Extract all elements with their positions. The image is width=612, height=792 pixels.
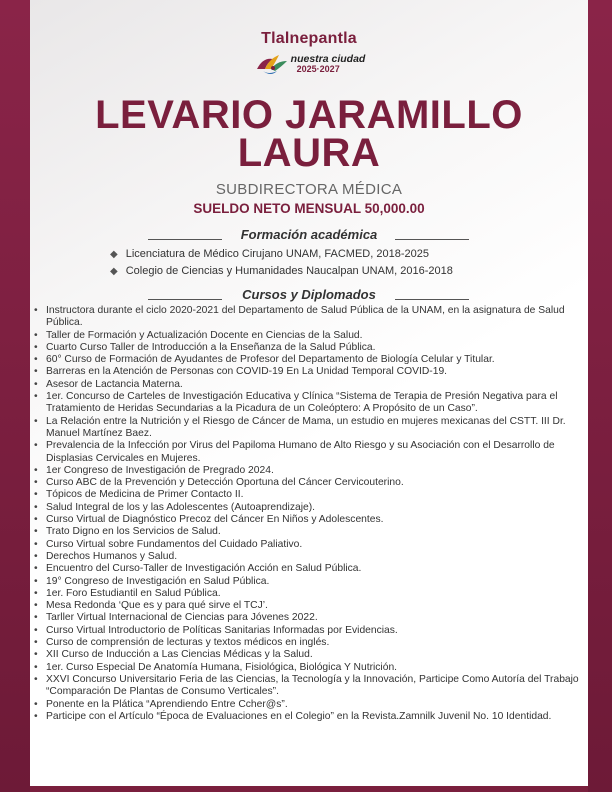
- courses-heading: Cursos y Diplomados: [242, 287, 376, 302]
- divider-line: [148, 239, 222, 240]
- list-item: • 19° Congreso de Investigación en Salud Pública.: [32, 576, 580, 588]
- list-item: • Trato Digno en los Servicios de Salud.: [32, 526, 580, 538]
- education-list: [110, 246, 570, 280]
- list-item: • XII Curso de Inducción a Las Ciencias Médicas y la Salud.: [32, 649, 580, 661]
- list-item: • Barreras en la Atención de Personas con COVID-19 En La Unidad Temporal COVID-19.: [32, 366, 580, 378]
- right-border: [588, 0, 612, 792]
- list-item: • Derechos Humanos y Salud.: [32, 551, 580, 563]
- list-item: • Taller de Formación y Actualización Docente en Ciencias de la Salud.: [32, 330, 580, 342]
- list-item: • Curso Virtual sobre Fundamentos del Cuidado Paliativo.: [32, 539, 580, 551]
- list-item: • 1er Congreso de Investigación de Pregrado 2024.: [32, 465, 580, 477]
- list-item: • Salud Integral de los y las Adolescentes (Autoaprendizaje).: [32, 502, 580, 514]
- list-item: • XXVI Concurso Universitario Feria de las Ciencias, la Tecnología y la Innovación, Participe Como Autoría del Trabajo “Comparación De Plantas de Consumo Verticales”.: [32, 674, 580, 699]
- logo-years: 2025·2027: [296, 63, 340, 74]
- divider-line: [395, 239, 469, 240]
- education-heading: Formación académica: [240, 227, 378, 242]
- list-item: ◆ Colegio de Ciencias y Humanidades Naucalpan UNAM, 2016-2018: [110, 265, 453, 277]
- list-item: • Instructora durante el ciclo 2020-2021 del Departamento de Salud Pública de la UNAM, en la asignatura de Salud Pública.: [32, 305, 580, 330]
- list-item: • Encuentro del Curso-Taller de Investigación Acción en Salud Pública.: [32, 563, 580, 575]
- monthly-salary: SUELDO NETO MENSUAL 50,000.00: [193, 201, 425, 216]
- logo: [30, 30, 588, 84]
- list-item: • Tópicos de Medicina de Primer Contacto II.: [32, 489, 580, 501]
- list-item: • Tarller Virtual Internacional de Ciencias para Jóvenes 2022.: [32, 612, 580, 624]
- job-title: SUBDIRECTORA MÉDICA: [215, 181, 403, 198]
- document-page: [30, 0, 588, 786]
- hummingbird-icon: [253, 49, 289, 79]
- list-item: • Asesor de Lactancia Materna.: [32, 379, 580, 391]
- list-item: • 60° Curso de Formación de Ayudantes de Profesor del Departamento de Biología Celular y Titular.: [32, 354, 580, 366]
- list-item: • Curso de comprensión de lecturas y textos médicos en inglés.: [32, 637, 580, 649]
- list-item: • Participe con el Artículo “Época de Evaluaciones en el Colegio” en la Revista.Zamnilk Juvenil No. 10 Identidad.: [32, 711, 580, 723]
- logo-city: Tlalnepantla: [261, 30, 357, 47]
- divider-line: [395, 299, 469, 300]
- list-item: • 1er. Curso Especial De Anatomía Humana, Fisiológica, Biológica Y Nutrición.: [32, 662, 580, 674]
- list-item: • Cuarto Curso Taller de Introducción a la Enseñanza de la Salud Pública.: [32, 342, 580, 354]
- person-name: [30, 93, 588, 175]
- list-item: • 1er. Foro Estudiantil en Salud Pública.: [32, 588, 580, 600]
- list-item: • Curso ABC de la Prevención y Detección Oportuna del Cáncer Cervicouterino.: [32, 477, 580, 489]
- list-item: • Curso Virtual de Diagnóstico Precoz del Cáncer En Niños y Adolescentes.: [32, 514, 580, 526]
- left-border: [0, 0, 30, 792]
- diamond-bullet-icon: ◆: [110, 266, 118, 277]
- logo-slogan: nuestra ciudad: [290, 52, 366, 65]
- courses-list: [32, 305, 580, 723]
- list-item: • La Relación entre la Nutrición y el Riesgo de Cáncer de Mama, un estudio en mujeres mexicanas del CSTT. III Dr. Manuel Martínez Baez.: [32, 416, 580, 441]
- list-item: • Prevalencia de la Infección por Virus del Papiloma Humano de Alto Riesgo y su Asociación con el Desarrollo de Displasias Cervicales en Mujeres.: [32, 440, 580, 465]
- diamond-bullet-icon: ◆: [110, 249, 118, 260]
- name-line-1: LEVARIO JARAMILLO: [95, 93, 523, 137]
- list-item: • Ponente en la Plática “Aprendiendo Entre Ccher@s”.: [32, 699, 580, 711]
- list-item: • Curso Virtual Introductorio de Políticas Sanitarias Informadas por Evidencias.: [32, 625, 580, 637]
- list-item: • Mesa Redonda ‘Que es y para qué sirve el TCJ’.: [32, 600, 580, 612]
- list-item: ◆ Licenciatura de Médico Cirujano UNAM, FACMED, 2018-2025: [110, 248, 429, 260]
- divider-line: [148, 299, 222, 300]
- name-line-2: LAURA: [237, 131, 381, 175]
- list-item: • 1er. Concurso de Carteles de Investigación Educativa y Clínica “Sistema de Terapia de Presión Negativa para el Tratamiento de Heridas Secundarias a la Picadura de un Coleóptero: A Propósito de un Caso”.: [32, 391, 580, 416]
